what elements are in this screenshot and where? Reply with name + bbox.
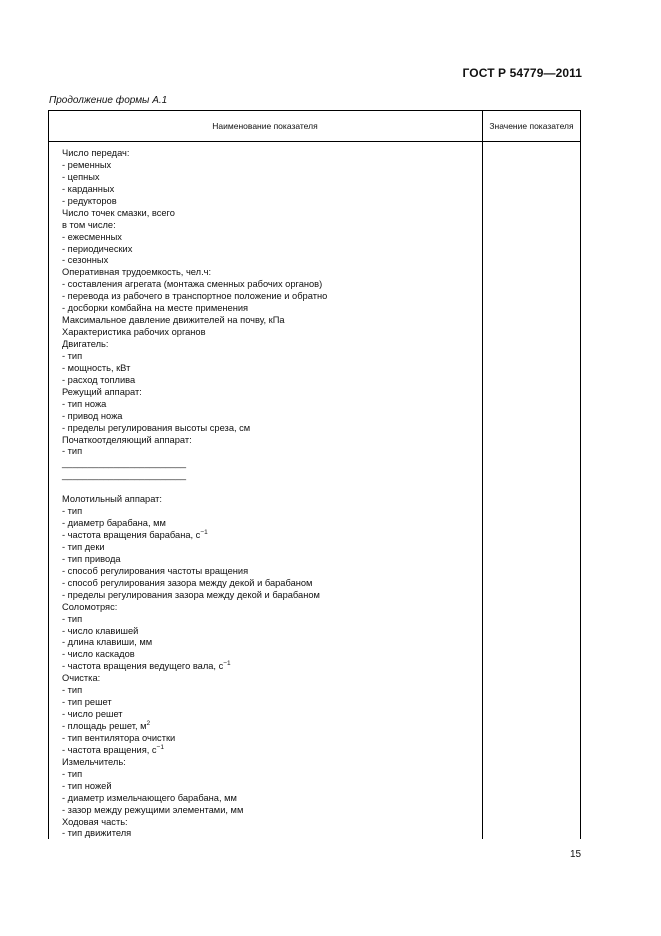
row-label: Молотильный аппарат:	[62, 494, 163, 505]
row-label: - мощность, кВт	[62, 362, 131, 373]
table-row	[62, 590, 482, 602]
row-label: Режущий аппарат:	[62, 386, 142, 397]
table-row	[62, 339, 482, 351]
row-label: Початкоотделяющий аппарат:	[62, 434, 192, 445]
row-label: - тип вентилятора очистки	[62, 732, 176, 743]
table-row	[62, 733, 482, 745]
row-label: ________________________	[62, 470, 187, 481]
table-rows	[62, 148, 482, 840]
row-label: Оперативная трудоемкость, чел.ч:	[62, 267, 212, 278]
table-row	[62, 745, 482, 757]
row-label: - тип	[62, 768, 83, 779]
table-row	[62, 327, 482, 339]
page-number: 15	[570, 849, 582, 860]
row-label: - частота вращения, с	[62, 744, 157, 755]
table-row	[62, 184, 482, 196]
table-row	[62, 626, 482, 638]
row-label: Соломотряс:	[62, 601, 118, 612]
row-label: - карданных	[62, 183, 115, 194]
row-label: Максимальное давление движителей на почву, кПа	[62, 315, 285, 326]
table-row	[62, 208, 482, 220]
row-label: - тип решет	[62, 697, 112, 708]
row-label: - диаметр измельчающего барабана, мм	[62, 792, 237, 803]
table-row	[62, 661, 482, 673]
row-label: - зазор между режущими элементами, мм	[62, 804, 244, 815]
row-label: - диаметр барабана, мм	[62, 518, 166, 529]
column-header-value: Значение показателя	[489, 121, 574, 131]
table-row	[62, 363, 482, 375]
row-label: Число передач:	[62, 148, 130, 158]
table-row	[62, 709, 482, 721]
table-row	[62, 375, 482, 387]
table-row	[62, 446, 482, 458]
row-label: - ременных	[62, 159, 112, 170]
table-row	[62, 554, 482, 566]
row-label: - способ регулирования зазора между декой и барабаном	[62, 577, 313, 588]
table-row	[62, 399, 482, 411]
row-label: - тип	[62, 685, 83, 696]
row-label: - пределы регулирования зазора между декой и барабаном	[62, 589, 320, 600]
table-row	[62, 721, 482, 733]
table-left-border	[48, 111, 49, 839]
table-row	[62, 267, 482, 279]
table-row	[62, 530, 482, 542]
standard-designation: ГОСТ Р 54779—2011	[462, 66, 582, 80]
table-header-divider	[48, 141, 581, 142]
table-column-divider	[482, 111, 483, 839]
table-row	[62, 578, 482, 590]
row-label: Число точек смазки, всего	[62, 207, 175, 218]
row-label: в том числе:	[62, 219, 116, 230]
row-label: - тип	[62, 350, 83, 361]
table-row	[62, 673, 482, 685]
table-row	[62, 566, 482, 578]
row-label: - расход топлива	[62, 374, 136, 385]
indicators-table	[48, 110, 581, 838]
row-label: Двигатель:	[62, 339, 109, 349]
table-row	[62, 828, 482, 840]
unit-superscript: −1	[156, 743, 164, 751]
row-label: - частота вращения барабана, с	[62, 530, 201, 540]
unit-superscript: 2	[146, 720, 151, 727]
table-row	[62, 351, 482, 363]
row-label: Характеристика рабочих органов	[62, 327, 206, 338]
row-label: - досборки комбайна на месте применения	[62, 303, 249, 314]
row-label: - длина клавиши, мм	[62, 637, 153, 648]
row-label: - тип	[62, 506, 83, 517]
table-row	[62, 793, 482, 805]
row-label: - сезонных	[62, 255, 109, 266]
row-label: - число клавишей	[62, 625, 139, 636]
row-label: - перевода из рабочего в транспортное положение и обратно	[62, 291, 328, 302]
table-row	[62, 697, 482, 709]
row-label: - привод ножа	[62, 410, 123, 421]
table-row	[62, 817, 482, 829]
table-row	[62, 423, 482, 435]
table-row	[62, 637, 482, 649]
row-label: Ходовая часть:	[62, 816, 128, 827]
form-continuation-caption: Продолжение формы А.1	[49, 95, 168, 106]
table-row	[62, 542, 482, 554]
row-label: ________________________	[62, 458, 187, 469]
row-label: - периодических	[62, 243, 133, 254]
table-right-border	[580, 111, 581, 839]
table-row	[62, 649, 482, 661]
row-label: - тип	[62, 613, 83, 624]
table-row	[62, 196, 482, 208]
unit-superscript: −1	[223, 660, 231, 668]
table-row	[62, 148, 482, 160]
row-label: - составления агрегата (монтажа сменных рабочих органов)	[62, 279, 323, 290]
row-label: - число решет	[62, 709, 123, 720]
table-row	[62, 602, 482, 614]
row-label: Очистка:	[62, 673, 101, 684]
row-label: - цепных	[62, 171, 100, 182]
row-label: - число каскадов	[62, 649, 135, 660]
table-row	[62, 172, 482, 184]
row-label: - тип	[62, 446, 83, 457]
table-row	[62, 458, 482, 470]
table-row	[62, 315, 482, 327]
table-row	[62, 482, 482, 494]
table-row	[62, 805, 482, 817]
table-row	[62, 220, 482, 232]
table-row	[62, 160, 482, 172]
table-row	[62, 279, 482, 291]
unit-superscript: −1	[200, 529, 208, 536]
table-row	[62, 506, 482, 518]
table-row	[62, 494, 482, 506]
table-row	[62, 518, 482, 530]
table-row	[62, 435, 482, 447]
row-label: - тип деки	[62, 541, 105, 552]
row-label: Измельчитель:	[62, 756, 126, 767]
row-label: - способ регулирования частоты вращения	[62, 565, 249, 576]
table-row	[62, 614, 482, 626]
row-label: - редукторов	[62, 195, 117, 206]
table-row	[62, 685, 482, 697]
table-row	[62, 291, 482, 303]
table-row	[62, 244, 482, 256]
table-row	[62, 769, 482, 781]
table-row	[62, 411, 482, 423]
table-row	[62, 232, 482, 244]
table-row	[62, 387, 482, 399]
table-row	[62, 303, 482, 315]
table-row	[62, 255, 482, 267]
row-label: - тип ножа	[62, 398, 107, 409]
table-row	[62, 470, 482, 482]
column-header-name: Наименование показателя	[212, 121, 318, 131]
row-label: - тип движителя	[62, 828, 132, 839]
row-label: - тип привода	[62, 553, 121, 564]
row-label: - частота вращения ведущего вала, с	[62, 661, 224, 672]
row-label: - пределы регулирования высоты среза, см	[62, 422, 251, 433]
row-label: - ежесменных	[62, 231, 122, 242]
table-row	[62, 781, 482, 793]
row-label: - тип ножей	[62, 780, 112, 791]
row-label: - площадь решет, м	[62, 721, 147, 731]
table-row	[62, 757, 482, 769]
